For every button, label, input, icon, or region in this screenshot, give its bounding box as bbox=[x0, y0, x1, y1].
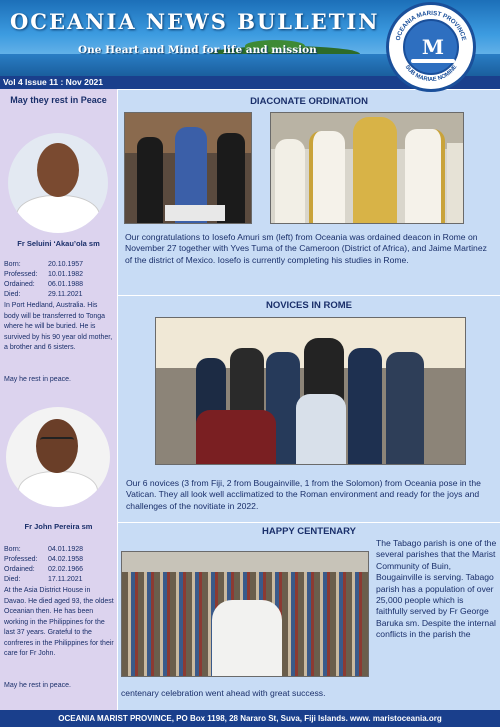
person-figure bbox=[137, 137, 163, 223]
date-value: 04.02.1958 bbox=[48, 556, 84, 563]
centenary-section bbox=[118, 522, 500, 710]
face-shape bbox=[36, 419, 78, 473]
novices-text: Our 6 novices (3 from Fiji, 2 from Bougainville, 1 from the Solomon) from Oceania pose in the Vatican. They all look well acclimatized to the Roman environment and ready for the joys and challenges of the novitiate in 2022. bbox=[126, 478, 481, 511]
logo-ring-top-text: OCEANIA MARIST PROVINCE bbox=[394, 9, 468, 42]
shirt-shape bbox=[16, 195, 100, 233]
date-value: 17.11.2021 bbox=[48, 576, 83, 583]
cake-graphic bbox=[165, 205, 225, 221]
bishop-figure bbox=[353, 117, 397, 224]
glasses-icon bbox=[40, 437, 74, 443]
date-value: 04.01.1928 bbox=[48, 546, 84, 553]
obituary-column bbox=[0, 89, 117, 710]
date-label: Died: bbox=[4, 576, 21, 583]
footer-address: OCEANIA MARIST PROVINCE, PO Box 1198, 28 Nararo St, Suva, Fiji Islands. www. maristoceania.org bbox=[58, 714, 442, 723]
date-value: 06.01.1988 bbox=[48, 281, 84, 288]
date-label: Professed: bbox=[4, 271, 38, 278]
person-figure bbox=[275, 139, 305, 224]
novices-section bbox=[118, 295, 500, 522]
diaconate-section bbox=[118, 89, 500, 295]
bulletin-title: OCEANIA NEWS BULLETIN bbox=[10, 9, 380, 34]
person-figure bbox=[309, 131, 345, 224]
person-figure bbox=[386, 352, 424, 465]
novices-photo bbox=[155, 317, 466, 465]
centenary-tail-text: centenary celebration went ahead with great success. bbox=[121, 688, 326, 698]
person-dates bbox=[4, 260, 83, 300]
date-label: Ordained: bbox=[4, 281, 35, 288]
centenary-lead-text: The Tabago parish is one of the several parishes that the Marist Community of Buin, Bougainville is serving. Tabago parish has a population of over 25,000 people which is faithfully served by Fr George Baruka sm. Despite the internal conflicts in the parish the bbox=[376, 538, 497, 640]
obituary-heading: May they rest in Peace bbox=[10, 95, 107, 105]
portrait-seluini bbox=[8, 133, 108, 233]
logo-monogram: M bbox=[421, 35, 445, 59]
ordination-photo-large bbox=[270, 112, 464, 224]
person-figure bbox=[405, 129, 445, 224]
novices-heading: NOVICES IN ROME bbox=[265, 300, 353, 311]
centenary-text bbox=[121, 538, 497, 688]
person-figure bbox=[348, 348, 382, 465]
person-figure bbox=[296, 394, 346, 465]
person-dates bbox=[4, 545, 83, 585]
person-bio: At the Asia District House in Davao. He died aged 93, the oldest Oceanian then. He has been working in the Philippines for the last 37 years. Grateful to the confreres in the Philippines for their care for Fr John. bbox=[4, 587, 114, 657]
province-logo bbox=[386, 2, 476, 92]
ordination-photo-small bbox=[124, 112, 252, 224]
date-label: Born: bbox=[4, 261, 21, 268]
photo-spacer bbox=[121, 538, 370, 666]
diaconate-text: Our congratulations to Iosefo Amuri sm (left) from Oceania was ordained deacon in Rome on November 27 together with Yves Tuma of the Cameroon (District of Africa), and Jaime Martinez of the district of Mexico. Iosefo is currently completing his studies in Rome. bbox=[125, 232, 487, 265]
person-figure bbox=[447, 143, 464, 224]
date-value: 02.02.1966 bbox=[48, 566, 84, 573]
person-closing: May he rest in peace. bbox=[4, 682, 71, 689]
diaconate-heading: DIACONATE ORDINATION bbox=[250, 96, 368, 107]
shirt-shape bbox=[18, 471, 98, 507]
bulletin-tagline: One Heart and Mind for life and mission bbox=[78, 44, 317, 56]
issue-label: Vol 4 Issue 11 : Nov 2021 bbox=[3, 77, 104, 87]
person-name: Fr Seluini ‘Akau’ola sm bbox=[17, 239, 100, 248]
date-label: Died: bbox=[4, 291, 21, 298]
logo-wave-icon bbox=[411, 59, 455, 63]
date-value: 29.11.2021 bbox=[48, 291, 83, 298]
centenary-heading: HAPPY CENTENARY bbox=[262, 526, 356, 537]
date-label: Born: bbox=[4, 546, 21, 553]
person-bio: In Port Hedland, Australia. His body will be transferred to Tonga where he will be buried. He is survived by his 90 year old mother, a brother and 6 sisters. bbox=[4, 302, 113, 351]
footer bbox=[0, 710, 500, 727]
person-name: Fr John Pereira sm bbox=[24, 522, 93, 531]
date-label: Professed: bbox=[4, 556, 38, 563]
person-closing: May he rest in peace. bbox=[4, 376, 71, 383]
date-label: Ordained: bbox=[4, 566, 35, 573]
date-value: 10.01.1982 bbox=[48, 271, 84, 278]
face-shape bbox=[37, 143, 79, 197]
logo-ring-bottom-text: SUB MARIAE NOMINE bbox=[403, 64, 459, 84]
portrait-pereira bbox=[6, 407, 110, 507]
date-value: 20.10.1957 bbox=[48, 261, 84, 268]
logo-emblem bbox=[403, 19, 459, 75]
person-figure bbox=[196, 410, 276, 465]
